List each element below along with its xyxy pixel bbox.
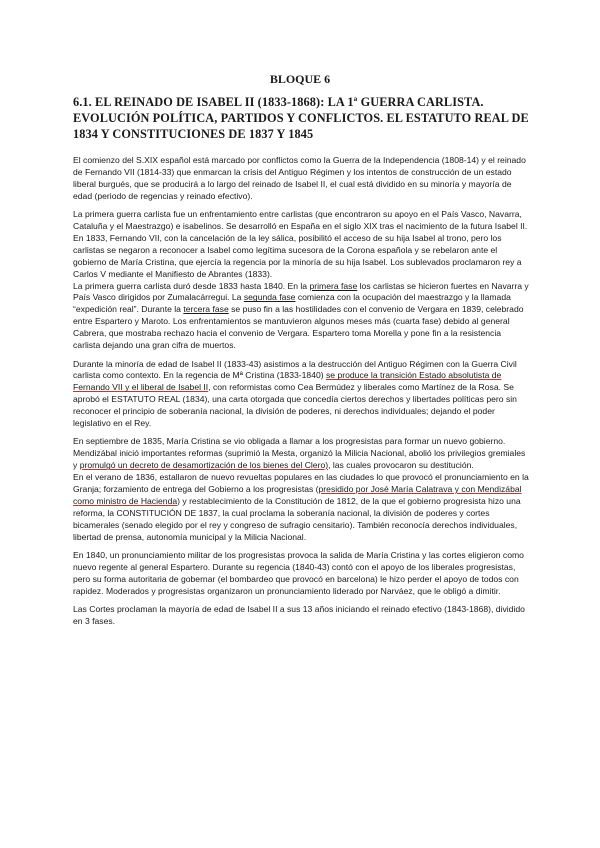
- text-span: En el verano de 1836, estallaron de nuevo revueltas populares en las ciudades lo que provocó el pronunciamiento en la Granja; forzamiento de entrega del Gobierno a los progresistas (: [73, 472, 529, 495]
- text-span: se puso fin a las hostilidades con el convenio de Vergara en 1839, celebrado entre Espartero y Maroto. Los enfrentamientos se mantuvieron algunos meses más (cuarta fase) debido al general Cabrera, que mostraba rechazo hacia el convenio de Vergara. Espartero toma Morella y pone fin a la resistencia carlista dejando una gran cifra de muertos.: [73, 304, 524, 351]
- block-heading: BLOQUE 6: [269, 72, 331, 86]
- underlined-first-phase: primera fase: [309, 280, 358, 291]
- text-span: , con reformistas como Cea Bermúdez y liberales como Martínez de la Rosa. Se aprobó el ESTATUTO REAL (1834), una carta otorgada que concedía ciertos derechos y libertades políticas pero sin reconocer el principio de soberanía nacional, la división de poderes, ni derechos individuales; dejando el poder legislativo en el Rey.: [73, 382, 517, 429]
- text-span: ) y restablecimiento de la Constitución de 1812, de la que el gobierno progresista hizo una reforma, la CONSTITUCIÓN DE 1837, la cual proclama la soberanía nacional, la división de poderes y cortes bicamerales (senado elegido por el rey y congreso de sufragio censitario). También reconocía derechos individuales, libertad de prensa, autonomía municipal y la Milicia Nacional.: [73, 495, 521, 542]
- text-span: La primera guerra carlista duró desde 1833 hasta 1840. En la: [73, 280, 310, 291]
- underlined-third-phase: tercera fase: [183, 304, 229, 315]
- paragraph-intro: El comienzo del S.XIX español está marcado por conflictos como la Guerra de la Independencia (1808-14) y el reinado de Fernando VII (1814-33) que enmarcan la crisis del Antiguo Régimen y los intentos de construcción de un estado liberal burgués, que se producirá a lo largo del reinado de Isabel II, el cual está dividido en su minoría y mayoría de edad (periodo de regencias y reinado efectivo).: [73, 155, 526, 201]
- text-span: comienza con la ocupación del maestrazgo y la llamada “expedición real”. Durante la: [73, 292, 511, 315]
- section-title: 6.1. EL REINADO DE ISABEL II (1833-1868): LA 1ª GUERRA CARLISTA. EVOLUCIÓN POLÍTICA, PARTIDOS Y CONFLICTOS. EL ESTATUTO REAL DE 1834 Y CONSTITUCIONES DE 1837 Y 1845: [73, 95, 529, 141]
- underlined-second-phase: segunda fase: [243, 292, 296, 303]
- document-body: [73, 155, 529, 628]
- highlighted-calatrava: presidido por José María Calatrava y con Mendizábal como ministro de Hacienda: [73, 484, 522, 506]
- text-span: Durante la minoría de edad de Isabel II (1833-43) asistimos a la destrucción del Antiguo Régimen con la Guerra Civil carlista como contexto. En la regencia de Mª Cristina (1833-1840): [73, 358, 517, 381]
- paragraph-majority: Las Cortes proclaman la mayoría de edad de Isabel II a sus 13 años iniciando el reinado efectivo (1843-1868), dividido en 3 fases.: [73, 604, 525, 627]
- text-span: los carlistas se hicieron fuertes en Navarra y País Vasco dirigidos por Zumalacárregui. La: [73, 280, 529, 303]
- paragraph-regency-maria-cristina: [73, 359, 529, 430]
- paragraph-war-phases: [73, 281, 529, 352]
- highlighted-desamortizacion: promulgó un decreto de desamortización de los bienes del Clero): [79, 460, 329, 471]
- text-span: En septiembre de 1835, María Cristina se vio obligada a llamar a los progresistas para formar un nuevo gobierno. Mendizábal inició importantes reformas (suprimió la Mesta, organizó la Milicia Nacional, abolió los privilegios gremiales y: [73, 436, 526, 471]
- paragraph-first-carlist-war: La primera guerra carlista fue un enfrentamiento entre carlistas (que encontraron su apoyo en el País Vasco, Navarra, Cataluña y el Maestrazgo) e isabelinos. Se desarrolló en España en el siglo XIX tras el nacimiento de la futura Isabel II. En 1833, Fernando VII, con la cancelación de la ley sálica, posibilitó el acceso de su hija Isabel al trono, pero los carlistas se negaron a reconocer a Isabel como legítima sucesora de la Corona española y se rebelaron ante el gobierno de María Cristina, que ejercía la regencia por la minoría de su hija Isabel. Los sublevados proclamaron rey a Carlos V mediante el Manifiesto de Abrantes (1833).: [73, 209, 528, 279]
- paragraph-espartero: En 1840, un pronunciamiento militar de los progresistas provoca la salida de María Cristina y las cortes eligieron como nuevo regente al general Espartero. Durante su regencia (1840-43) contó con el apoyo de los liberales progresistas, pero su forma autoritaria de gobernar (el bombardeo que provocó en barcelona) le hizo perder el apoyo de todos con rapidez. Moderados y progresistas organizaron un pronunciamiento liderado por Narváez, que le obligó a dimitir.: [73, 550, 524, 596]
- text-span: , las cuales provocaron su destitución.: [328, 460, 474, 471]
- paragraph-constitution-1837: [73, 472, 529, 543]
- paragraph-mendizabal: [73, 436, 529, 472]
- highlighted-transition: se produce la transición Estado absolutista de Fernando VII y el liberal de Isabel II: [73, 370, 502, 393]
